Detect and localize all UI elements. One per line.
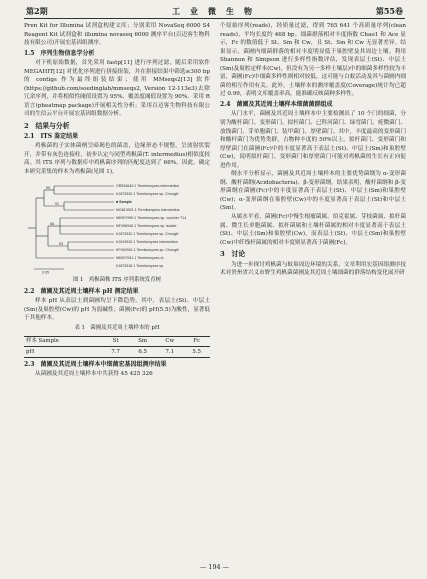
paragraph: 鸡枞菌的子实体菌柄呈暗褐色的菌盖，边缘形态不规整，呈放射状裂开，并带有灰色连接柱，初步认定与同型鸡枞菌(T. intermedius)相似度较高。其 ITS 序列与数据库中鸡枞菌序列的匹配度达到了 66%。因此，确定本研究采集的样本为鸡枞菌(见图 1)。 (24, 143, 210, 175)
tree-label: OR534649.1 Termitomyces intermedius (116, 184, 180, 189)
phylogenetic-tree-figure (24, 178, 210, 274)
tree-label: MK607941.1 Termitomyces cf. (116, 256, 165, 261)
table-caption: 表 1 菌圃及其近周土壤样本的 pH (74, 325, 160, 332)
bootstrap-value: 63 (59, 242, 63, 247)
section-heading: 2 结果与分析 (24, 122, 70, 131)
paragraph: 从门水平，菌圃及其近周土壤样本中主要检测出了 10 个门的细菌，分别为酸杆菌门、变形菌门、拟杆菌门、已科河菌门、绿弯菌门、疣微菌门、放线菌门、芽单胞菌门、装甲菌门、厚壁菌门。其中，丰度最高的变形菌门和酸杆菌门为优势类群，占物种丰度的 50%以上。拟杆菌门、变形菌门和厚壁菌门在菌圃(Fc)中的丰度显著高于表层土(St)、中层土(Sm)和巢腔壁(Cw)，说明拟杆菌门、变形菌门和厚壁菌门可能对鸡枞菌的生长有正向促进作用。 (220, 111, 406, 169)
volume-number: 第55卷 (375, 6, 403, 16)
paragraph: 从属水平看，菌圃(Fc)中慢生根瘤菌属、伯克霍属、芽枝菌属、拟杆菌属、微生长单胞菌属、拟杆菌属和土壤杆菌属的相对丰度显著高于表层土(St)、中层土(Sm)和巢腔壁(Cw)，而表层土(St)、中层土(Sm)和巢腔壁(Cw)中纤线杆菌属的相对丰度则显著高于菌圃(Fc)。 (220, 214, 406, 246)
tree-label: KJ873318.1 Termitomyces sp. (116, 264, 165, 269)
tree-label: KF040941.1 Termitomyces sp. Chonglè (116, 248, 179, 253)
left-column (24, 22, 210, 379)
issue-number: 第2期 (26, 6, 48, 16)
table-header: St (102, 336, 129, 347)
paragraph: Pren Kit for Illumina 试剂盒构建文库；分别采用 NovaSeq 6000 S4 Reagent Kit 试剂盒和 illumina novaseq 6000 测序平台(百迈客生物科技有限公司)开展宏基因组测序。 (24, 23, 210, 47)
bootstrap-value: 91 (55, 202, 59, 207)
table-header: Fc (183, 336, 210, 347)
header-rule (24, 18, 405, 19)
section-heading: 1.5 序列生物信息学分析 (24, 49, 95, 57)
table-cell: 5.5 (183, 347, 210, 358)
table-header: Cw (156, 336, 183, 347)
paragraph: 从菌圃及其近周土壤样本中共获得 45 425 326 (35, 371, 153, 378)
paragraph: 样本 pH 从表层土到菌圃均呈下降趋势。其中，表层土(St)、中层土(Sm)及巢腔壁(Cw)的 pH 为弱碱性；菌圃(Fc)的 pH(5.5)为酸性，显著低于其他样本。 (24, 298, 210, 322)
tree-label: KJ873332.1 Termitomyces sp. Chonglè (116, 232, 179, 237)
section-heading: 2.2 菌圃及其近周土壤样本 pH 测定结果 (24, 287, 139, 295)
section-heading: 2.3 菌圃及其近周土壤样本中细菌宏基因组测序结果 (24, 360, 167, 368)
table-cell: pH (24, 347, 102, 358)
section-heading: 2.4 菌圃及其近周土壤样本细菌菌群组成 (220, 100, 333, 108)
ph-table (24, 336, 210, 358)
table-cell: 7.1 (156, 347, 183, 358)
section-heading: 3 讨论 (220, 250, 246, 259)
tree-label: KJ873330.1 Termitomyces sp. Chonglè (116, 192, 179, 197)
bootstrap-value: 99 (46, 186, 50, 191)
bootstrap-value: 58 (50, 222, 54, 227)
paragraph: 对下机原始数据，首先采用 fastp[11] 进行序列过滤，随后采用软件 MEGAHIT[12] 对优化序列进行拼接组装，并在拼接结果中筛选≥300 bp 的 contigs 作为最终组装结果；使用 MMseqs2[13] 软件(https://github.com/soedinglab/mmseqs2, Version 12-113e3)去除冗余序列，并将相似性阈值设置为 95%、覆盖度阈值设置为 90%。采用 R 语言(pheatmap package)开展相关性分析；采用百迈客生物科技有限公司的生信云平台开展宏基因组数据分析。 (24, 60, 210, 118)
table-cell: 7.7 (102, 347, 129, 358)
paragraph: 为进一步探讨鸡枞菌与蚁巢周边环境的关系，文章利用宏基因组测序技术对贵州省兴义市野生鸡枞菌菌圃及其近周土壤细菌的群落结构变化展开研 (220, 261, 406, 277)
tree-label-sample: ■ Sample (116, 200, 132, 205)
tree-label: MG819921.1 Termitomyces intermedius (116, 208, 180, 213)
figure-caption: 图 1 鸡枞菌株 ITS 序列系统发育树 (72, 277, 162, 284)
tree-label: KJ819910.1 Termitomyces intermedius (116, 240, 178, 245)
paragraph: 个原始序列(reads)，经质量过滤，得到 765 641 个高质量序列(clean reads)，平均长度约 468 bp。细菌群落相对丰度指数 Chao1 和 Ace 显示，Fc 的数值低于 St、Sm 和 Cw，且 St、Sm 和 Cw 无显著差异。结果显示，菌圃内细菌群落的相对丰度明显低于巢腔壁及其周边土壤。利用 Shannon 和 Simpson 进行多样性指数评估，发现表层土(St)、中层土(Sm)及巢腔定样本(Cw)，但没有为另一多样土壤层)中的细菌多样性较为丰富，菌圃(Fc)中细菌多样性则相对较低。这可能与白蚁活动及其与菌圃内细菌的相互作用有关。此外，土壤样本的测序覆盖度(Coverage)统计均已超过 0.99，表明文库覆盖率高，能准确反映菌种多样性。 (220, 23, 406, 98)
scale-bar-label: 0.05 (42, 270, 49, 275)
tree-label: MF406940.1 Termitomyces sp. isolate (116, 224, 177, 229)
journal-title: 工 业 微 生 物 (172, 6, 253, 16)
table-cell: 6.5 (129, 347, 156, 358)
table-header: Sm (129, 336, 156, 347)
table-row (24, 347, 210, 358)
phylogenetic-tree (24, 178, 210, 274)
table-header: 样本 Sample (24, 336, 102, 347)
tree-label: MK907990.1 Termitomyces sp. voucher T14 (116, 216, 187, 221)
section-heading: 2.1 ITS 鉴定结果 (24, 132, 79, 140)
paragraph: 纲水平分析显示，菌圃及其近周土壤样本的主要优势菌纲为 α-变形菌纲、酸杆菌纲(Acidobacteria)、β-变形菌纲。结果表明，酸杆菌纲和 β-变形菌纲在菌圃(Fc)中的丰度显著高于表层土(St)、中层土(Sm)和巢腔壁(Cw)；α-变形菌纲在巢腔壁(Cw)中的丰度显著高于表层土(St)和中层土(Sm)。 (220, 171, 406, 212)
page-number: — 194 — (200, 563, 230, 571)
right-column (220, 22, 406, 278)
